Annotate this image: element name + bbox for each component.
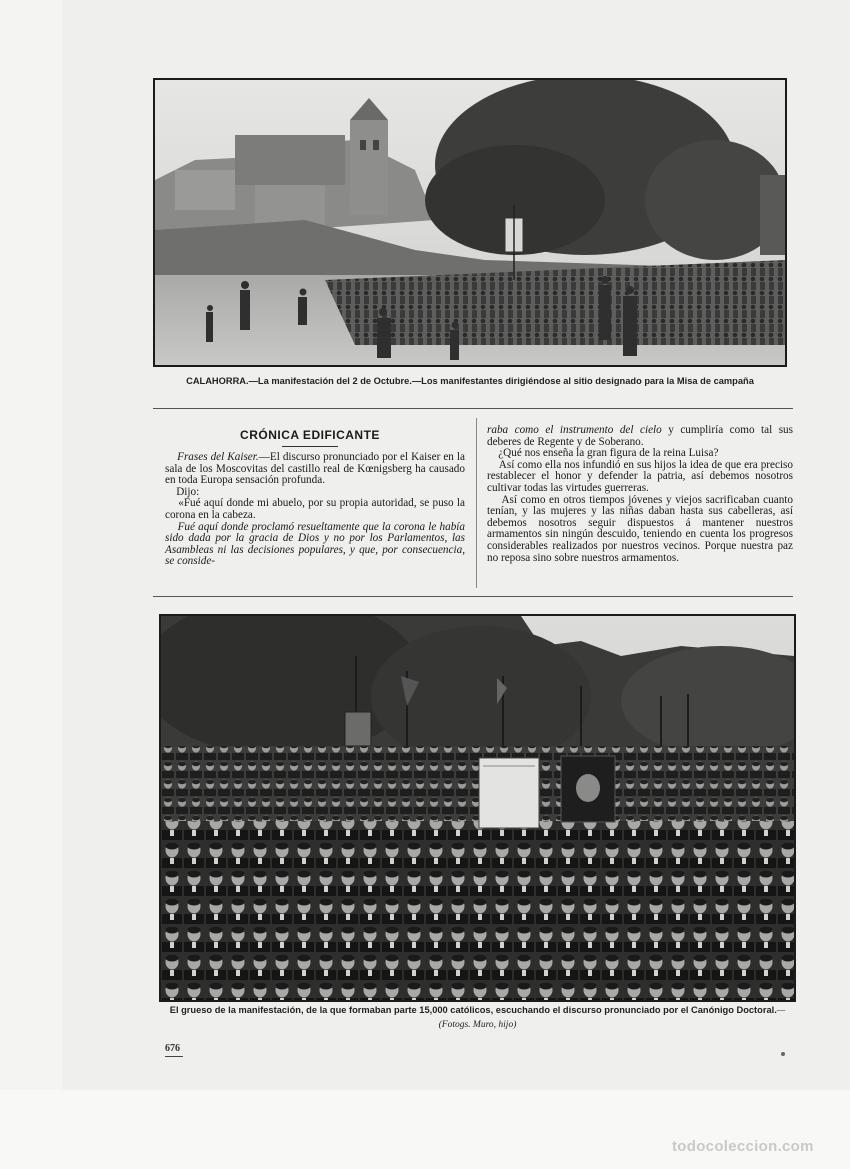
paragraph: ¿Qué nos enseña la gran figura de la reina Luisa? (498, 447, 719, 460)
article-title: CRÓNICA EDIFICANTE (240, 428, 380, 442)
paragraph: Así como ella nos infundió en sus hijos la idea de que era preciso restablecer el honor y defender la patria, así debemos nosotros cultivar todas las virtudes guerreras. (487, 458, 793, 494)
divider-rule (153, 596, 793, 597)
photo-calahorra-procession (153, 78, 787, 367)
scan-margin (0, 1090, 850, 1169)
column-divider (476, 418, 477, 588)
print-speck (781, 1052, 785, 1056)
quote-continuation-italic: raba como el instrumento del cielo (487, 424, 662, 436)
article-column-right (487, 425, 793, 564)
paragraph: Dijo: (176, 485, 200, 498)
article-column-left (165, 452, 465, 568)
caption-text: El grueso de la manifestación, de la que formaban parte 15,000 católicos, escuchando el discurso pronunciado por el Canónigo Doctoral. (169, 1005, 777, 1015)
caption-place: CALAHORRA. (186, 376, 249, 386)
page-number-underline (165, 1056, 183, 1057)
watermark: todocoleccion.com (672, 1138, 814, 1155)
photo-caption (170, 375, 770, 388)
quote-paragraph: «Fué aquí donde mi abuelo, por su propia autoridad, se puso la corona en la cabeza. (165, 497, 466, 521)
paragraph: Así como en otros tiempos jóvenes y viejos sacrificaban cuanto tenían, y las mujeres y las niñas daban hasta sus cabelleras, así debemos nosotros seguir dispuestos á mantener nuestros armamentos sin ningún descuido, teniendo en cuenta los progresos considerables realizados por nuestros vecinos. Porque nuestra paz no reposa sino sobre nuestros armamentos. (487, 493, 794, 564)
photo-credit: —(Fotogs. Muro, hijo) (438, 1006, 786, 1030)
photo-crowd-catholics (159, 614, 796, 1002)
caption-text: —La manifestación del 2 de Octubre.—Los manifestantes dirigiéndose al sitio designado para la Misa de campaña (248, 376, 754, 386)
photo-caption (165, 1004, 790, 1032)
title-underline (282, 446, 338, 447)
page-number: 676 (165, 1043, 180, 1054)
divider-rule (153, 408, 793, 409)
paragraph: —El discurso pronunciado por el Kaiser en la sala de los Moscovitas del castillo real de Kœnigsberg ha causado en toda Europa sensación profunda. (165, 451, 465, 487)
quote-paragraph-italic: Fué aquí donde proclamó resueltamente que la corona le había sido dada por la gracia de Dios y no por los Parlamentos, las Asambleas ni las decisiones populares, y que, por consecuencia, se conside- (165, 520, 465, 568)
paragraph: y cumpliría como tal sus deberes de Regente y de Soberano. (487, 424, 793, 448)
section-lead: Frases del Kaiser. (177, 451, 259, 463)
